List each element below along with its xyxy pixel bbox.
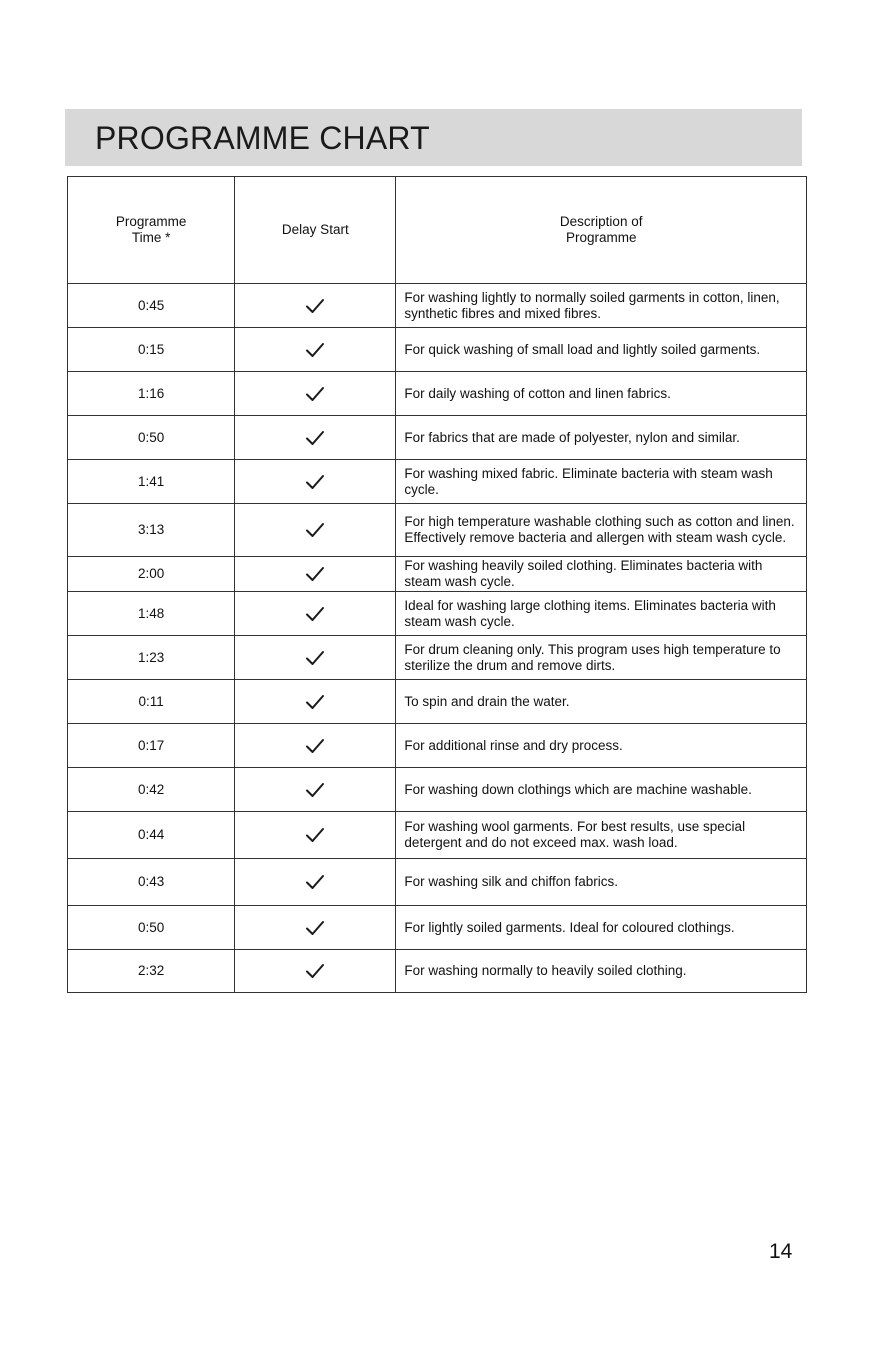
delay-start-cell <box>235 950 396 993</box>
programme-time-cell: 0:50 <box>68 416 235 460</box>
table-row <box>68 724 807 768</box>
programme-chart-table <box>67 176 807 993</box>
checkmark-icon <box>305 738 325 754</box>
checkmark-icon <box>305 963 325 979</box>
programme-description-cell: For additional rinse and dry process. <box>396 724 807 768</box>
header-description-label: Description of Programme <box>559 214 643 245</box>
delay-start-cell <box>235 636 396 680</box>
checkmark-icon <box>305 827 325 843</box>
programme-description-cell: For washing heavily soiled clothing. Eliminates bacteria with steam wash cycle. <box>396 557 807 592</box>
table-body <box>68 284 807 993</box>
programme-description-cell: For quick washing of small load and lightly soiled garments. <box>396 328 807 372</box>
programme-description-cell: For washing lightly to normally soiled garments in cotton, linen, synthetic fibres and mixed fibres. <box>396 284 807 328</box>
delay-start-cell <box>235 328 396 372</box>
checkmark-icon <box>305 342 325 358</box>
delay-start-cell <box>235 906 396 950</box>
header-programme-time-label: Programme Time * <box>115 214 187 245</box>
delay-start-cell <box>235 557 396 592</box>
table-row <box>68 592 807 636</box>
checkmark-icon <box>305 694 325 710</box>
delay-start-cell <box>235 859 396 906</box>
programme-description-cell: Ideal for washing large clothing items. Eliminates bacteria with steam wash cycle. <box>396 592 807 636</box>
programme-description-cell: For washing silk and chiffon fabrics. <box>396 859 807 906</box>
page-title: PROGRAMME CHART <box>95 120 430 156</box>
checkmark-icon <box>305 650 325 666</box>
table-row <box>68 859 807 906</box>
title-banner <box>65 109 802 166</box>
programme-description-cell: To spin and drain the water. <box>396 680 807 724</box>
table-row <box>68 906 807 950</box>
checkmark-icon <box>305 782 325 798</box>
checkmark-icon <box>305 874 325 890</box>
table-header-row <box>68 177 807 284</box>
checkmark-icon <box>305 566 325 582</box>
table-row <box>68 284 807 328</box>
programme-description-cell: For high temperature washable clothing such as cotton and linen. Effectively remove bacteria and allergen with steam wash cycle. <box>396 504 807 557</box>
programme-description-cell: For washing wool garments. For best results, use special detergent and do not exceed max. wash load. <box>396 812 807 859</box>
programme-time-cell: 2:00 <box>68 557 235 592</box>
table-row <box>68 557 807 592</box>
delay-start-cell <box>235 724 396 768</box>
programme-time-cell: 0:15 <box>68 328 235 372</box>
table-row <box>68 416 807 460</box>
programme-description-cell: For drum cleaning only. This program uses high temperature to sterilize the drum and remove dirts. <box>396 636 807 680</box>
delay-start-cell <box>235 504 396 557</box>
programme-time-cell: 0:42 <box>68 768 235 812</box>
programme-description-cell: For washing mixed fabric. Eliminate bacteria with steam wash cycle. <box>396 460 807 504</box>
programme-description-cell: For washing normally to heavily soiled clothing. <box>396 950 807 993</box>
table-row <box>68 950 807 993</box>
table-row <box>68 680 807 724</box>
page-number: 14 <box>769 1240 793 1263</box>
delay-start-cell <box>235 812 396 859</box>
programme-time-cell: 0:17 <box>68 724 235 768</box>
programme-time-cell: 0:11 <box>68 680 235 724</box>
programme-time-cell: 2:32 <box>68 950 235 993</box>
delay-start-cell <box>235 416 396 460</box>
table-row <box>68 636 807 680</box>
programme-description-cell: For fabrics that are made of polyester, nylon and similar. <box>396 416 807 460</box>
programme-time-cell: 0:44 <box>68 812 235 859</box>
programme-description-cell: For washing down clothings which are machine washable. <box>396 768 807 812</box>
delay-start-cell <box>235 768 396 812</box>
table-row <box>68 460 807 504</box>
checkmark-icon <box>305 474 325 490</box>
checkmark-icon <box>305 386 325 402</box>
table-row <box>68 768 807 812</box>
checkmark-icon <box>305 522 325 538</box>
checkmark-icon <box>305 430 325 446</box>
programme-description-cell: For lightly soiled garments. Ideal for coloured clothings. <box>396 906 807 950</box>
delay-start-cell <box>235 680 396 724</box>
checkmark-icon <box>305 920 325 936</box>
programme-time-cell: 1:23 <box>68 636 235 680</box>
table-row <box>68 504 807 557</box>
programme-description-cell: For daily washing of cotton and linen fabrics. <box>396 372 807 416</box>
programme-time-cell: 1:41 <box>68 460 235 504</box>
table-row <box>68 812 807 859</box>
programme-time-cell: 3:13 <box>68 504 235 557</box>
header-programme-time <box>68 177 235 284</box>
delay-start-cell <box>235 372 396 416</box>
programme-time-cell: 0:50 <box>68 906 235 950</box>
delay-start-cell <box>235 592 396 636</box>
delay-start-cell <box>235 284 396 328</box>
checkmark-icon <box>305 298 325 314</box>
table-row <box>68 372 807 416</box>
programme-time-cell: 0:45 <box>68 284 235 328</box>
header-delay-start: Delay Start <box>235 177 396 284</box>
delay-start-cell <box>235 460 396 504</box>
programme-time-cell: 1:48 <box>68 592 235 636</box>
table-row <box>68 328 807 372</box>
programme-time-cell: 1:16 <box>68 372 235 416</box>
checkmark-icon <box>305 606 325 622</box>
header-description <box>396 177 807 284</box>
programme-time-cell: 0:43 <box>68 859 235 906</box>
